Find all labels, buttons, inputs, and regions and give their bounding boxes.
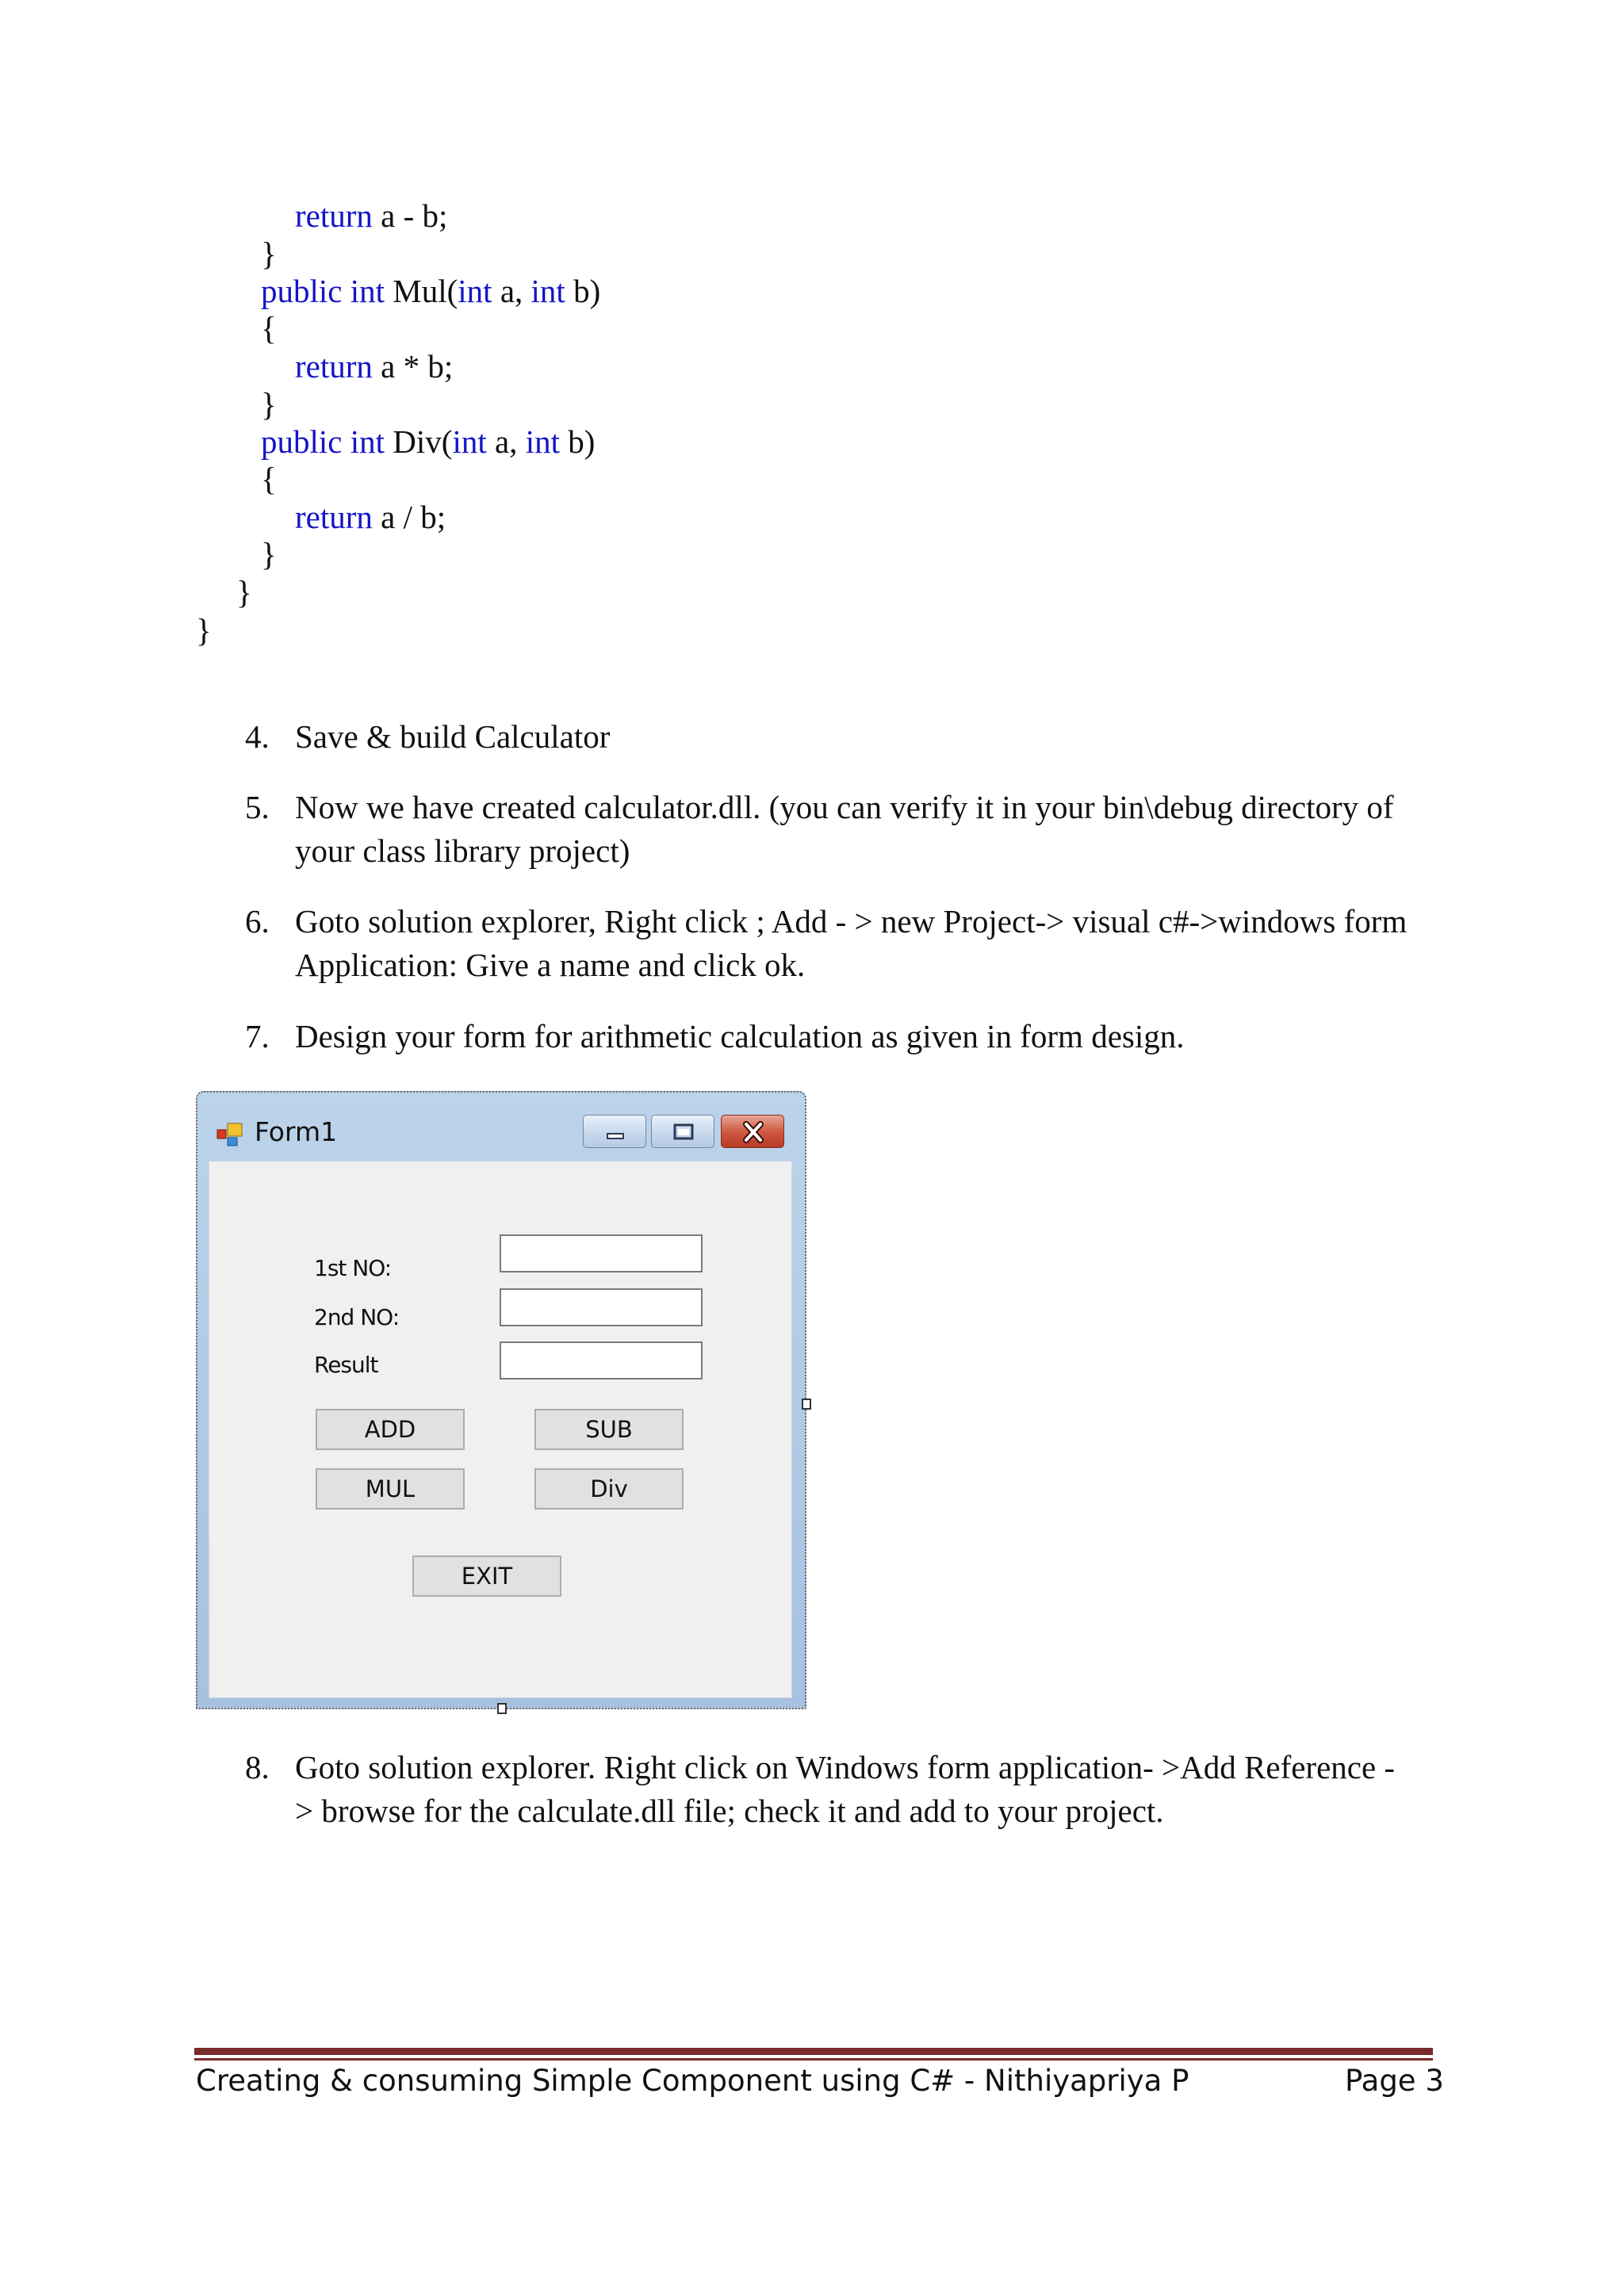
minimize-icon [584, 1115, 647, 1149]
step-number: 6. [245, 903, 270, 939]
step-number: 4. [245, 718, 270, 755]
close-icon [722, 1115, 785, 1149]
code-expr: a / b; [372, 499, 446, 535]
brace: { [261, 310, 277, 346]
step-text [295, 1015, 1437, 1058]
sub-button[interactable]: SUB [534, 1409, 684, 1450]
step-line: Goto solution explorer, Right click ; Add - > new Project-> visual c#->windows form [295, 903, 1408, 939]
keyword-int: int [530, 273, 565, 309]
minimize-button[interactable] [583, 1115, 646, 1148]
close-button[interactable] [721, 1115, 784, 1148]
param: a, [492, 273, 531, 309]
keyword-public: public [261, 423, 343, 460]
code-line-open-brace [261, 309, 277, 347]
code-line-close-brace [261, 535, 277, 573]
first-number-input[interactable] [500, 1234, 703, 1272]
code-line-close-brace [196, 611, 212, 649]
keyword-int: int [350, 273, 385, 309]
mul-button[interactable]: MUL [316, 1468, 465, 1510]
keyword-int: int [350, 423, 385, 460]
step-line: Design your form for arithmetic calculation as given in form design. [295, 1018, 1185, 1054]
window-title: Form1 [255, 1116, 338, 1147]
code-line-mul-signature [261, 272, 600, 310]
step-line: Save & build Calculator [295, 718, 611, 755]
code-line-div-return [295, 498, 446, 536]
resize-handle-bottom[interactable] [497, 1703, 507, 1714]
div-button[interactable]: Div [534, 1468, 684, 1510]
step-text [295, 900, 1437, 987]
label-second-number: 2nd NO: [314, 1304, 400, 1330]
add-button[interactable]: ADD [316, 1409, 465, 1450]
form-app-icon [216, 1123, 243, 1146]
step-text [295, 1746, 1437, 1833]
method-name: Mul( [385, 273, 458, 309]
step-text [295, 715, 1437, 759]
code-line-close-brace [261, 385, 277, 423]
code-line-mul-return [295, 347, 453, 385]
step-line: Now we have created calculator.dll. (you can verify it in your bin\debug directory of [295, 789, 1394, 825]
form-client-area [209, 1161, 792, 1698]
param: a, [486, 423, 526, 460]
maximize-icon [652, 1115, 715, 1149]
method-name: Div( [385, 423, 453, 460]
brace: } [261, 235, 277, 272]
keyword-return: return [295, 197, 373, 234]
code-line-sub-return [295, 197, 447, 235]
keyword-int: int [452, 423, 487, 460]
exit-button[interactable]: EXIT [412, 1556, 561, 1597]
keyword-int: int [458, 273, 492, 309]
code-line-open-brace [261, 460, 277, 498]
brace: } [261, 536, 277, 572]
step-text [295, 786, 1437, 873]
step-line: Goto solution explorer. Right click on Windows form application- >Add Reference - [295, 1749, 1396, 1785]
footer-rule-thin [194, 2058, 1433, 2061]
step-number: 8. [245, 1749, 270, 1785]
code-line-close-brace [236, 573, 252, 611]
label-first-number: 1st NO: [314, 1255, 392, 1281]
brace: } [236, 574, 252, 610]
code-expr: a * b; [372, 348, 454, 385]
page-number: Page 3 [1345, 2064, 1444, 2098]
brace: { [261, 461, 277, 497]
form1-window [196, 1091, 806, 1709]
step-line: your class library project) [295, 832, 630, 869]
code-line-div-signature [261, 423, 595, 461]
code-listing [0, 0, 1624, 666]
maximize-button[interactable] [651, 1115, 714, 1148]
param: b) [565, 273, 601, 309]
code-line-close-brace [261, 235, 277, 273]
footer-rule-thick [194, 2048, 1433, 2055]
keyword-return: return [295, 499, 373, 535]
result-input[interactable] [500, 1341, 703, 1380]
label-result: Result [314, 1352, 378, 1378]
step-number: 5. [245, 789, 270, 825]
brace: } [261, 386, 277, 423]
keyword-public: public [261, 273, 343, 309]
step-number: 7. [245, 1018, 270, 1054]
brace: } [196, 612, 212, 649]
keyword-return: return [295, 348, 373, 385]
param: b) [559, 423, 596, 460]
code-expr: a - b; [372, 197, 448, 234]
step-line: Application: Give a name and click ok. [295, 947, 806, 983]
step-line: > browse for the calculate.dll file; check it and add to your project. [295, 1793, 1164, 1829]
resize-handle-right[interactable] [802, 1399, 811, 1410]
keyword-int: int [525, 423, 560, 460]
footer-title: Creating & consuming Simple Component using C# - Nithiyapriya P [196, 2064, 1189, 2098]
second-number-input[interactable] [500, 1288, 703, 1326]
